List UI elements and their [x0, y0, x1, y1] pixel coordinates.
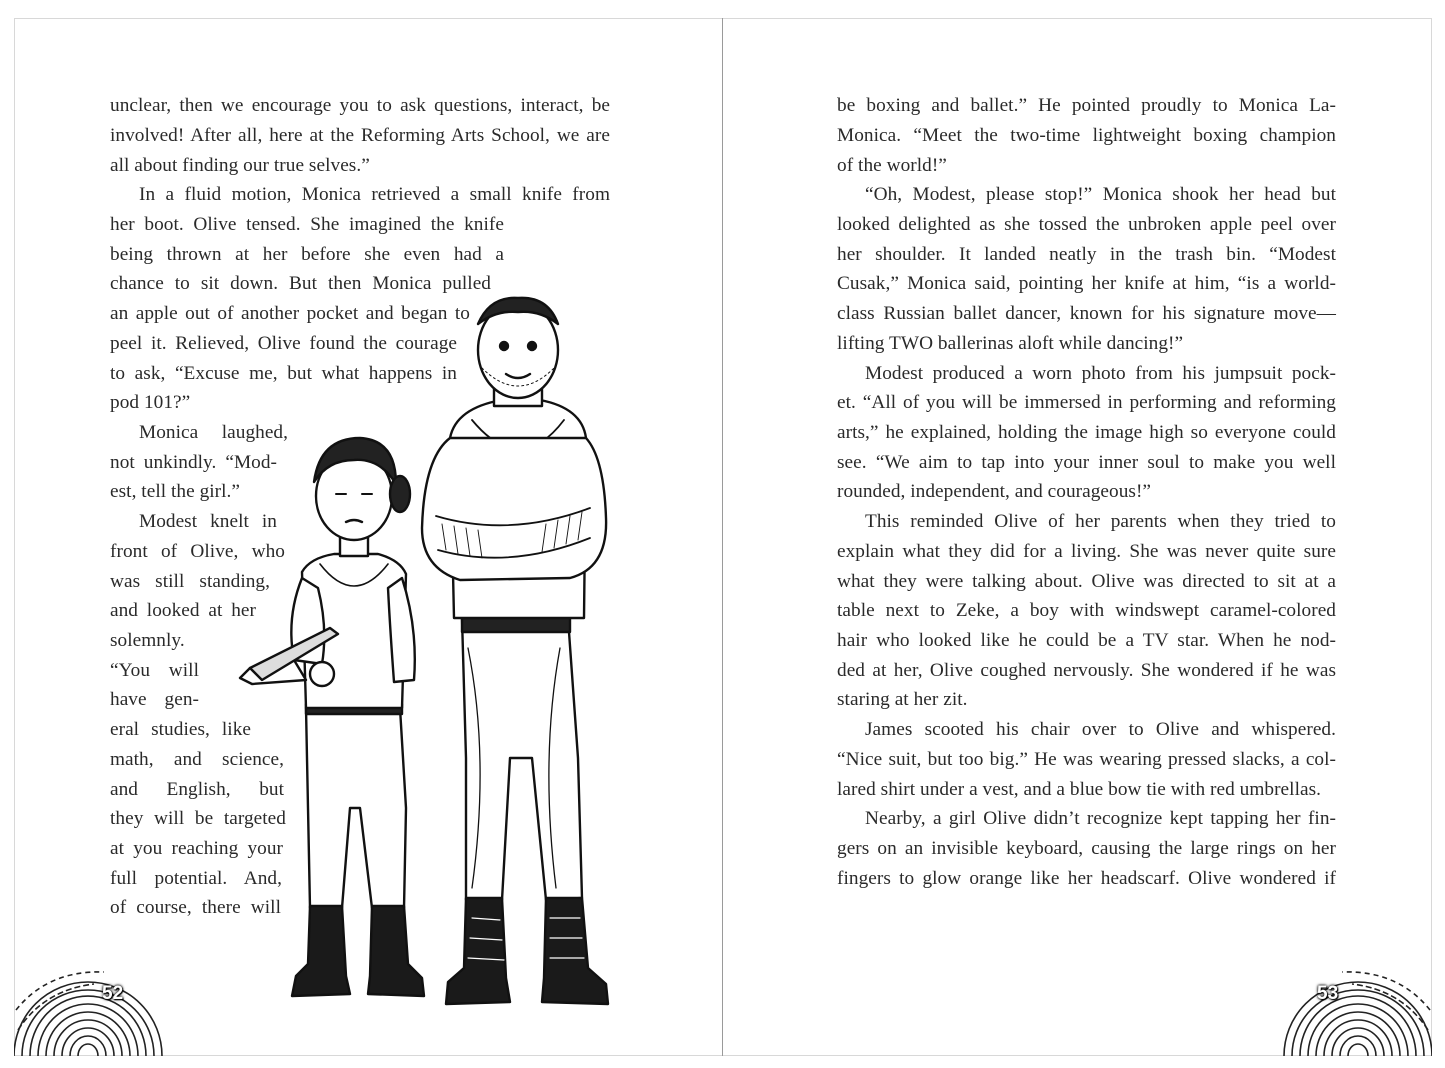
page-number-left: 52: [102, 983, 124, 1004]
text-line: and looked at her: [110, 600, 256, 621]
text-line: In a fluid motion, Monica retrieved a small knife from: [139, 184, 610, 205]
text-line: be boxing and ballet.” He pointed proudly to Monica La-: [837, 95, 1336, 116]
text-line: Modest knelt in: [139, 511, 277, 532]
text-line: lared shirt under a vest, and a blue bow tie with red umbrellas.: [837, 779, 1322, 800]
text-line: fingers to glow orange like her headscarf. Olive wondered if: [837, 868, 1336, 889]
text-line: est, tell the girl.”: [110, 481, 241, 502]
text-line: lifting TWO ballerinas aloft while dancing!”: [837, 333, 1184, 354]
text-line: at you reaching your: [110, 838, 283, 859]
fingerprint-icon: [14, 930, 164, 1056]
text-line: Modest produced a worn photo from his jumpsuit pock-: [865, 363, 1336, 384]
text-line: looked delighted as she tossed the unbroken apple peel over: [837, 214, 1336, 235]
text-line: gers on an invisible keyboard, causing the large rings on her: [837, 838, 1336, 859]
text-line: “Nice suit, but too big.” He was wearing pressed slacks, a col-: [837, 749, 1336, 770]
text-line: her boot. Olive tensed. She imagined the knife: [110, 214, 504, 235]
text-line: rounded, independent, and courageous!”: [837, 481, 1152, 502]
page-number-right: 53: [1317, 983, 1339, 1004]
fingerprint-icon: [1282, 930, 1432, 1056]
text-line: unclear, then we encourage you to ask questions, interact, be: [110, 95, 610, 116]
text-line: and English, but: [110, 779, 284, 800]
text-line: involved! After all, here at the Reforming Arts School, we are: [110, 125, 610, 146]
text-line: full potential. And,: [110, 868, 282, 889]
text-line: et. “All of you will be immersed in performing and reforming: [837, 392, 1336, 413]
text-line: staring at her zit.: [837, 689, 968, 710]
text-line: Nearby, a girl Olive didn’t recognize kept tapping her fin-: [865, 808, 1336, 829]
text-line: they will be targeted: [110, 808, 286, 829]
text-line: math, and science,: [110, 749, 284, 770]
text-line: hair who looked like he could be a TV star. When he nod-: [837, 630, 1336, 651]
text-line: “Oh, Modest, please stop!” Monica shook her head but: [865, 184, 1336, 205]
text-line: an apple out of another pocket and began to: [110, 303, 470, 324]
text-line: This reminded Olive of her parents when they tried to: [865, 511, 1336, 532]
text-line: of course, there will: [110, 897, 281, 918]
text-line: Monica. “Meet the two-time lightweight boxing champion: [837, 125, 1336, 146]
text-line: see. “We aim to tap into your inner soul to make you well: [837, 452, 1336, 473]
text-line: “You will: [110, 660, 199, 681]
text-line: chance to sit down. But then Monica pulled: [110, 273, 491, 294]
text-line: to ask, “Excuse me, but what happens in: [110, 363, 457, 384]
text-line: front of Olive, who: [110, 541, 285, 562]
text-line: what they were talking about. Olive was directed to sit at a: [837, 571, 1336, 592]
text-line: solemnly.: [110, 630, 185, 651]
text-line: James scooted his chair over to Olive and whispered.: [865, 719, 1336, 740]
text-line: all about finding our true selves.”: [110, 155, 370, 176]
text-line: have gen-: [110, 689, 199, 710]
modest-figure: [422, 298, 608, 1004]
text-line: table next to Zeke, a boy with windswept caramel-colored: [837, 600, 1336, 621]
text-line: Cusak,” Monica said, pointing her knife at him, “is a world-: [837, 273, 1336, 294]
text-line: of the world!”: [837, 155, 947, 176]
text-line: pod 101?”: [110, 392, 191, 413]
text-line: ded at her, Olive coughed nervously. She wondered if he was: [837, 660, 1336, 681]
text-line: her shoulder. It landed neatly in the trash bin. “Modest: [837, 244, 1336, 265]
page-gutter: [722, 18, 723, 1056]
text-line: being thrown at her before she even had a: [110, 244, 504, 265]
text-line: arts,” he explained, holding the image high so everyone could: [837, 422, 1336, 443]
text-line: class Russian ballet dancer, known for his signature move—: [837, 303, 1336, 324]
text-line: eral studies, like: [110, 719, 251, 740]
text-line: not unkindly. “Mod-: [110, 452, 277, 473]
text-line: explain what they did for a living. She was never quite sure: [837, 541, 1336, 562]
text-line: peel it. Relieved, Olive found the courage: [110, 333, 457, 354]
text-line: was still standing,: [110, 571, 270, 592]
text-line: Monica laughed,: [139, 422, 288, 443]
